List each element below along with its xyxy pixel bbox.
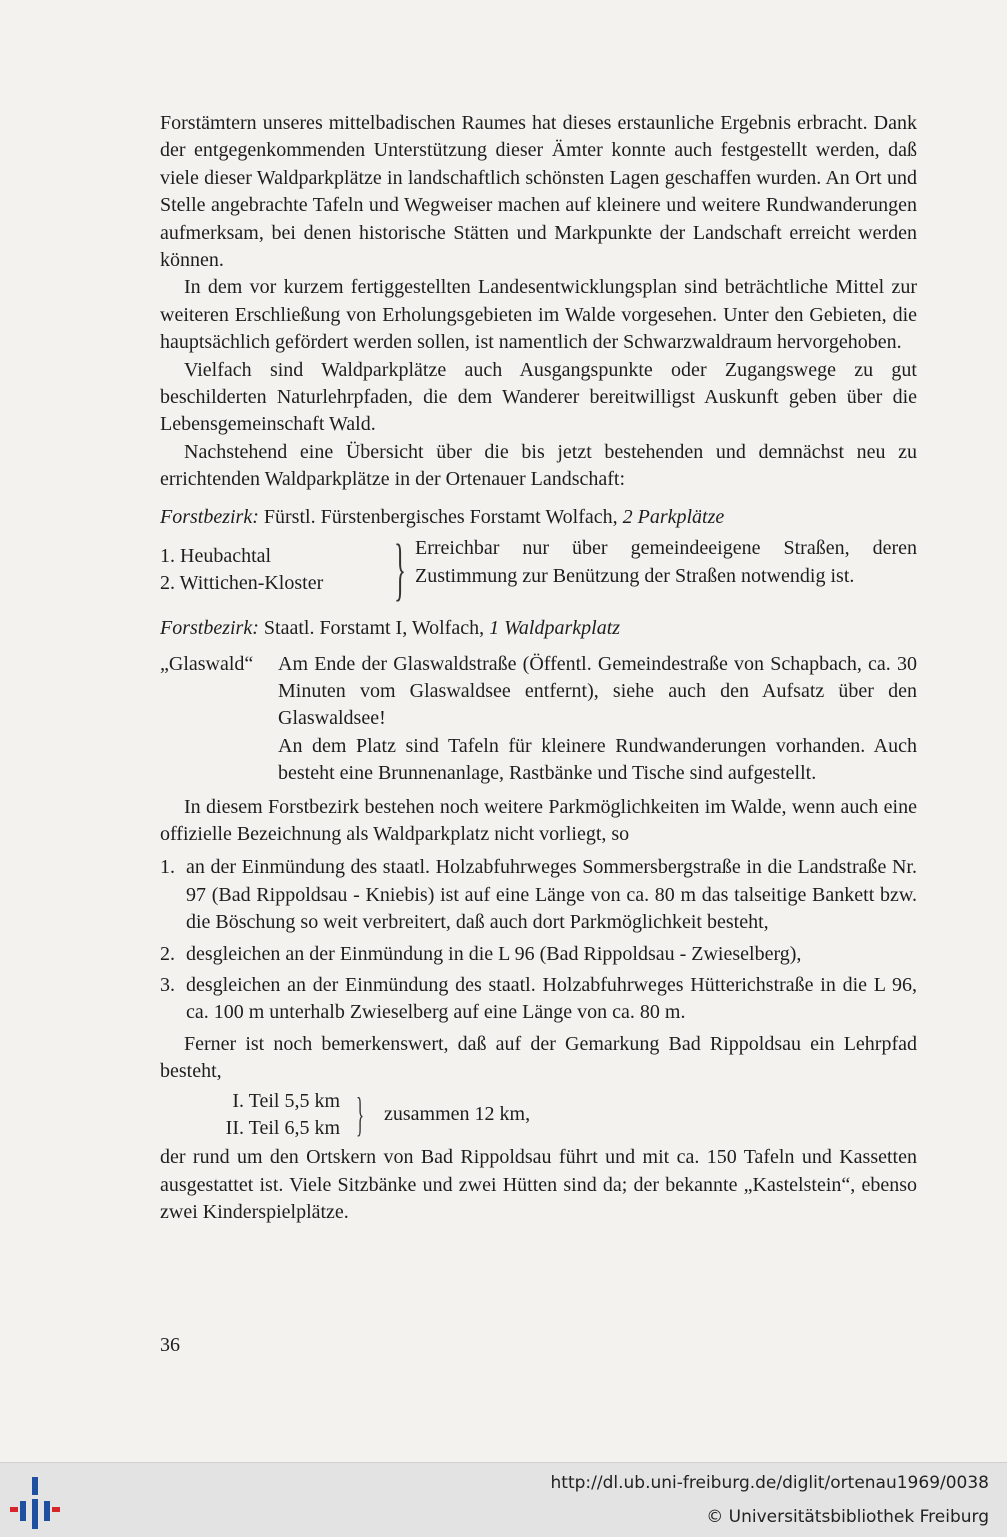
list-item: 2. desgleichen an der Einmündung in die L 96 (Bad Rippoldsau - Zwieselberg), bbox=[160, 942, 802, 965]
trail-total: zusammen 12 km, bbox=[384, 1103, 531, 1126]
copyright-text: © Universitätsbibliothek Freiburg bbox=[706, 1507, 989, 1527]
entry-text: An dem Platz sind Tafeln für kleinere Rundwanderungen vorhanden. Auch besteht eine Brunnenanlage, Rastbänke und Tische sind aufgestellt. bbox=[278, 734, 917, 785]
list-item: 3. desgleichen an der Einmündung des staatl. Holzabfuhrweges Hütterichstraße in die L 96, ca. 100 m unterhalb Zwieselberg auf eine Länge von ca. 80 m. bbox=[160, 973, 917, 1024]
list-item: 1. Heubachtal bbox=[160, 544, 272, 567]
trail-parts bbox=[190, 1088, 917, 1143]
document-page bbox=[160, 110, 917, 1227]
group-note: Erreichbar nur über gemeindeeigene Straßen, deren Zustimmung zur Benützung der Straßen notwendig ist. bbox=[415, 537, 917, 587]
page-number: 36 bbox=[160, 1334, 180, 1356]
list-item: 1. an der Einmündung des staatl. Holzabfuhrweges Sommersbergstraße in die Landstraße Nr. 97 (Bad Rippoldsau - Kniebis) ist auf eine Länge von ca. 80 m das talseitige Bankett bzw. die Böschung so weit verbreitert, daß auch dort Parkmöglichkeit besteht, bbox=[160, 856, 917, 934]
library-logo-icon bbox=[8, 1475, 64, 1531]
brace-icon: } bbox=[394, 531, 406, 609]
paragraph: Vielfach sind Waldparkplätze auch Ausgangspunkte oder Zugangswege zu gut beschilderten Naturlehrpfaden, die dem Wanderer bereitwilligst Auskunft geben über die Lebensgemeinschaft Wald. bbox=[160, 358, 917, 436]
entry-name: „Glaswald“ bbox=[160, 652, 254, 675]
paragraph: Ferner ist noch bemerkenswert, daß auf der Gemarkung Bad Rippoldsau ein Lehrpfad besteht, bbox=[160, 1032, 917, 1083]
parking-group bbox=[160, 531, 917, 609]
section-heading bbox=[160, 615, 917, 642]
paragraph: In diesem Forstbezirk bestehen noch weitere Parkmöglichkeiten im Walde, wenn auch eine offizielle Bezeichnung als Waldparkplatz nicht vorliegt, so bbox=[160, 795, 917, 845]
source-link[interactable]: http://dl.ub.uni-freiburg.de/diglit/ortenau1969/0038 bbox=[550, 1473, 989, 1493]
parking-entry bbox=[160, 651, 917, 788]
footer-bar bbox=[0, 1462, 1007, 1537]
paragraph: der rund um den Ortskern von Bad Rippoldsau führt und mit ca. 150 Tafeln und Kassetten ausgestattet ist. Viele Sitzbänke und zwei Hütten sind da; der bekannte „Kastelstein“, ebenso zwei Kinderspielplätze. bbox=[160, 1146, 917, 1224]
paragraph: Nachstehend eine Übersicht über die bis jetzt bestehenden und demnächst neu zu errichtenden Waldparkplätze in der Ortenauer Landschaft: bbox=[160, 440, 917, 491]
section-heading bbox=[160, 504, 917, 531]
parking-list bbox=[160, 535, 385, 605]
trail-part: I. Teil 5,5 km bbox=[232, 1089, 340, 1112]
section-label: Forstbezirk: bbox=[160, 505, 259, 528]
paragraph: In dem vor kurzem fertiggestellten Landesentwicklungsplan sind beträchtliche Mittel zur weiteren Erschließung von Erholungsgebieten im Walde vorgesehen. Unter den Gebieten, die hauptsächlich gefördert werden sollen, ist namentlich der Schwarzwaldraum hervorgehoben. bbox=[160, 276, 917, 354]
brace-icon: } bbox=[355, 1088, 365, 1141]
section-label: Forstbezirk: bbox=[160, 617, 259, 640]
section-count: 2 Parkplätze bbox=[622, 505, 725, 528]
section-name: Staatl. Forstamt I, Wolfach, bbox=[263, 617, 485, 640]
section-name: Fürstl. Fürstenbergisches Forstamt Wolfach, bbox=[263, 505, 618, 528]
section-count: 1 Waldparkplatz bbox=[489, 617, 621, 640]
trail-part: II. Teil 6,5 km bbox=[225, 1117, 340, 1139]
list-item: 2. Wittichen-Kloster bbox=[160, 572, 324, 595]
paragraph: Forstämtern unseres mittelbadischen Raumes hat dieses erstaunliche Ergebnis erbracht. Dank der entgegenkommenden Unterstützung dieser Ämter konnte auch festgestellt werden, daß viele dieser Waldparkplätze in landschaftlich schönsten Lagen geschaffen wurden. An Ort und Stelle angebrachte Tafeln und Wegweiser machen auf kleinere und weitere Rundwanderungen aufmerksam, bei denen historische Stätten und Markpunkte der Landschaft erreicht werden können. bbox=[160, 112, 917, 272]
entry-text: Am Ende der Glaswaldstraße (Öffentl. Gemeindestraße von Schapbach, ca. 30 Minuten vom Glaswaldsee entfernt), siehe auch den Aufsatz über den Glaswaldsee! bbox=[278, 652, 917, 730]
numbered-list bbox=[160, 854, 917, 1026]
entry-body bbox=[278, 651, 917, 788]
